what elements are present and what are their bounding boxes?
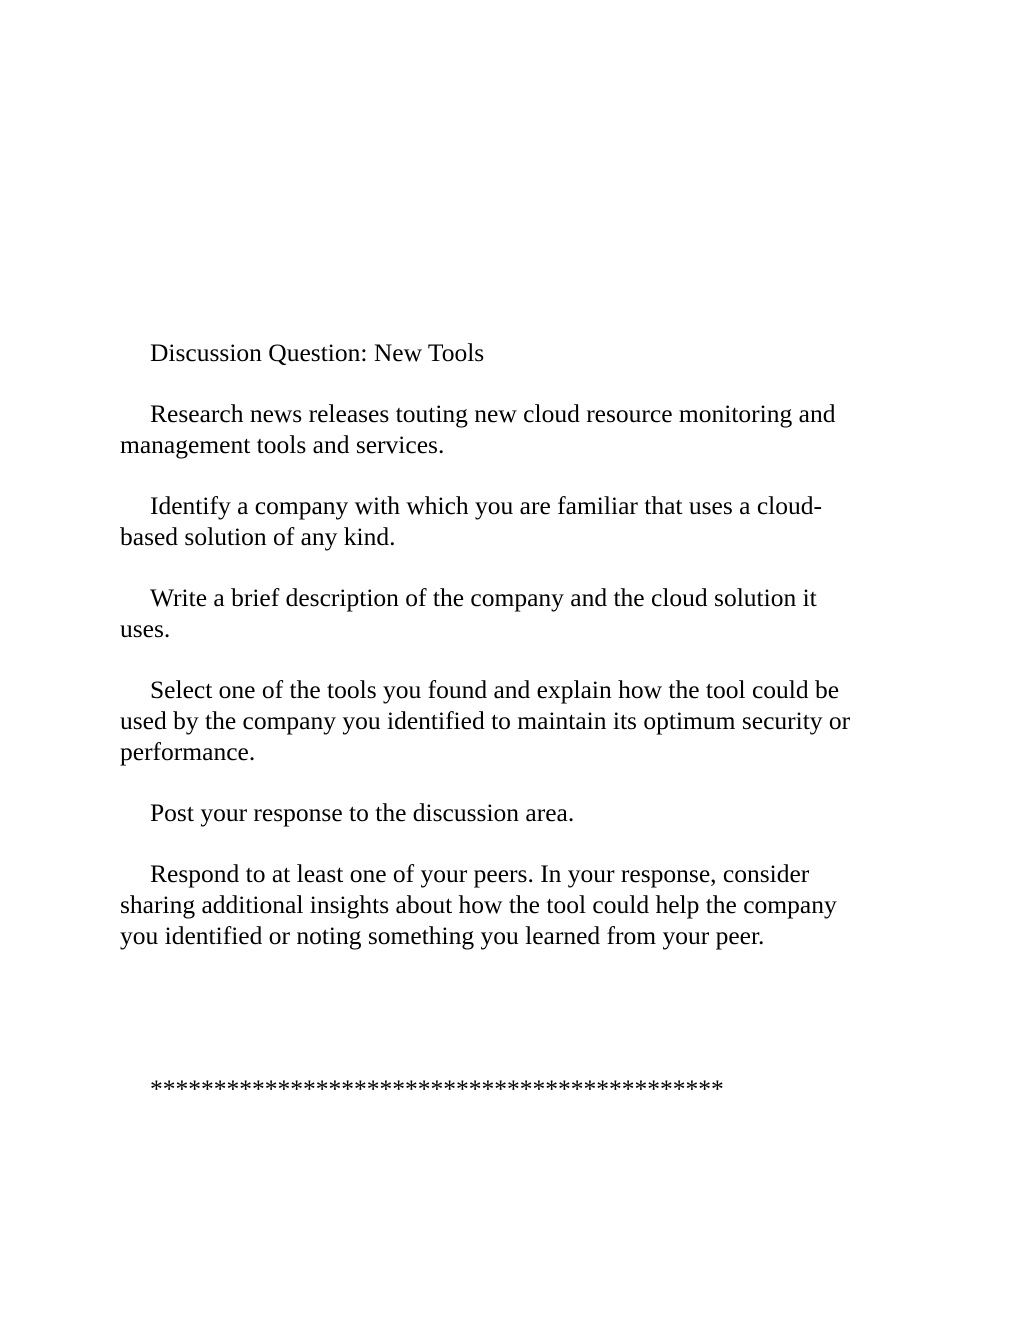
- paragraph-select: [120, 674, 900, 767]
- paragraph-line: sharing additional insights about how the tool could help the company: [120, 890, 837, 919]
- paragraph-research: [120, 398, 900, 460]
- asterisk-separator: *********************************************: [150, 1074, 724, 1103]
- document-title-text: Discussion Question: New Tools: [150, 338, 485, 367]
- paragraph-line: uses.: [120, 614, 171, 643]
- paragraph-line: based solution of any kind.: [120, 522, 396, 551]
- paragraph-identify: [120, 490, 900, 552]
- paragraph-line: Write a brief description of the company and the cloud solution it: [150, 583, 817, 612]
- paragraph-write: [120, 582, 900, 644]
- document-title: [120, 337, 900, 368]
- paragraph-line: management tools and services.: [120, 430, 445, 459]
- paragraph-line: performance.: [120, 737, 256, 766]
- paragraph-line: Research news releases touting new cloud resource monitoring and: [150, 399, 836, 428]
- paragraph-line: Select one of the tools you found and explain how the tool could be: [150, 675, 840, 704]
- paragraph-line: Post your response to the discussion area.: [150, 798, 575, 827]
- paragraph-line: used by the company you identified to maintain its optimum security or: [120, 706, 851, 735]
- paragraph-line: you identified or noting something you learned from your peer.: [120, 921, 765, 950]
- paragraph-line: Identify a company with which you are familiar that uses a cloud-: [150, 491, 822, 520]
- paragraph-respond: [120, 858, 900, 951]
- paragraph-post: [120, 797, 900, 828]
- paragraph-line: Respond to at least one of your peers. In your response, consider: [150, 859, 810, 888]
- document-body: [120, 337, 900, 981]
